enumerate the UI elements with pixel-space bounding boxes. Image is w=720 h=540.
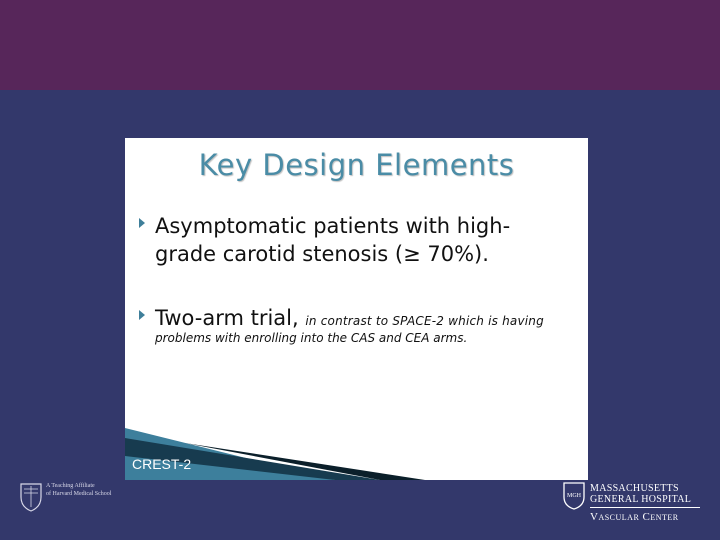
mgh-department: Vascular Center <box>590 511 679 523</box>
bullet-2-note-1: in contrast to SPACE-2 which is having <box>305 314 544 328</box>
mgh-divider <box>590 507 700 508</box>
top-band <box>0 0 720 90</box>
slide-title: Key Design Elements <box>198 148 515 182</box>
bullet-1-line2: grade carotid stenosis (≥ 70%). <box>155 242 489 266</box>
harvard-line-2: of Harvard Medical School <box>46 491 112 497</box>
footer-swoosh <box>125 138 588 480</box>
mgh-line-1: MASSACHUSETTS <box>590 483 679 494</box>
mgh-name <box>590 483 691 505</box>
bullet-2-main: Two-arm trial, <box>155 306 299 330</box>
mgh-shield-text: MGH <box>566 493 582 499</box>
mgh-shield-icon <box>563 482 585 510</box>
slide-panel <box>125 138 588 480</box>
mgh-line-2: GENERAL HOSPITAL <box>590 494 692 505</box>
bullet-1-line1: Asymptomatic patients with high- <box>155 214 511 238</box>
harvard-line-1: A Teaching Affiliate <box>46 483 95 489</box>
crest-2-label: CREST-2 <box>132 456 192 472</box>
harvard-affiliation <box>46 482 126 498</box>
bullet-2-note-2: problems with enrolling into the CAS and CEA arms. <box>155 331 468 345</box>
